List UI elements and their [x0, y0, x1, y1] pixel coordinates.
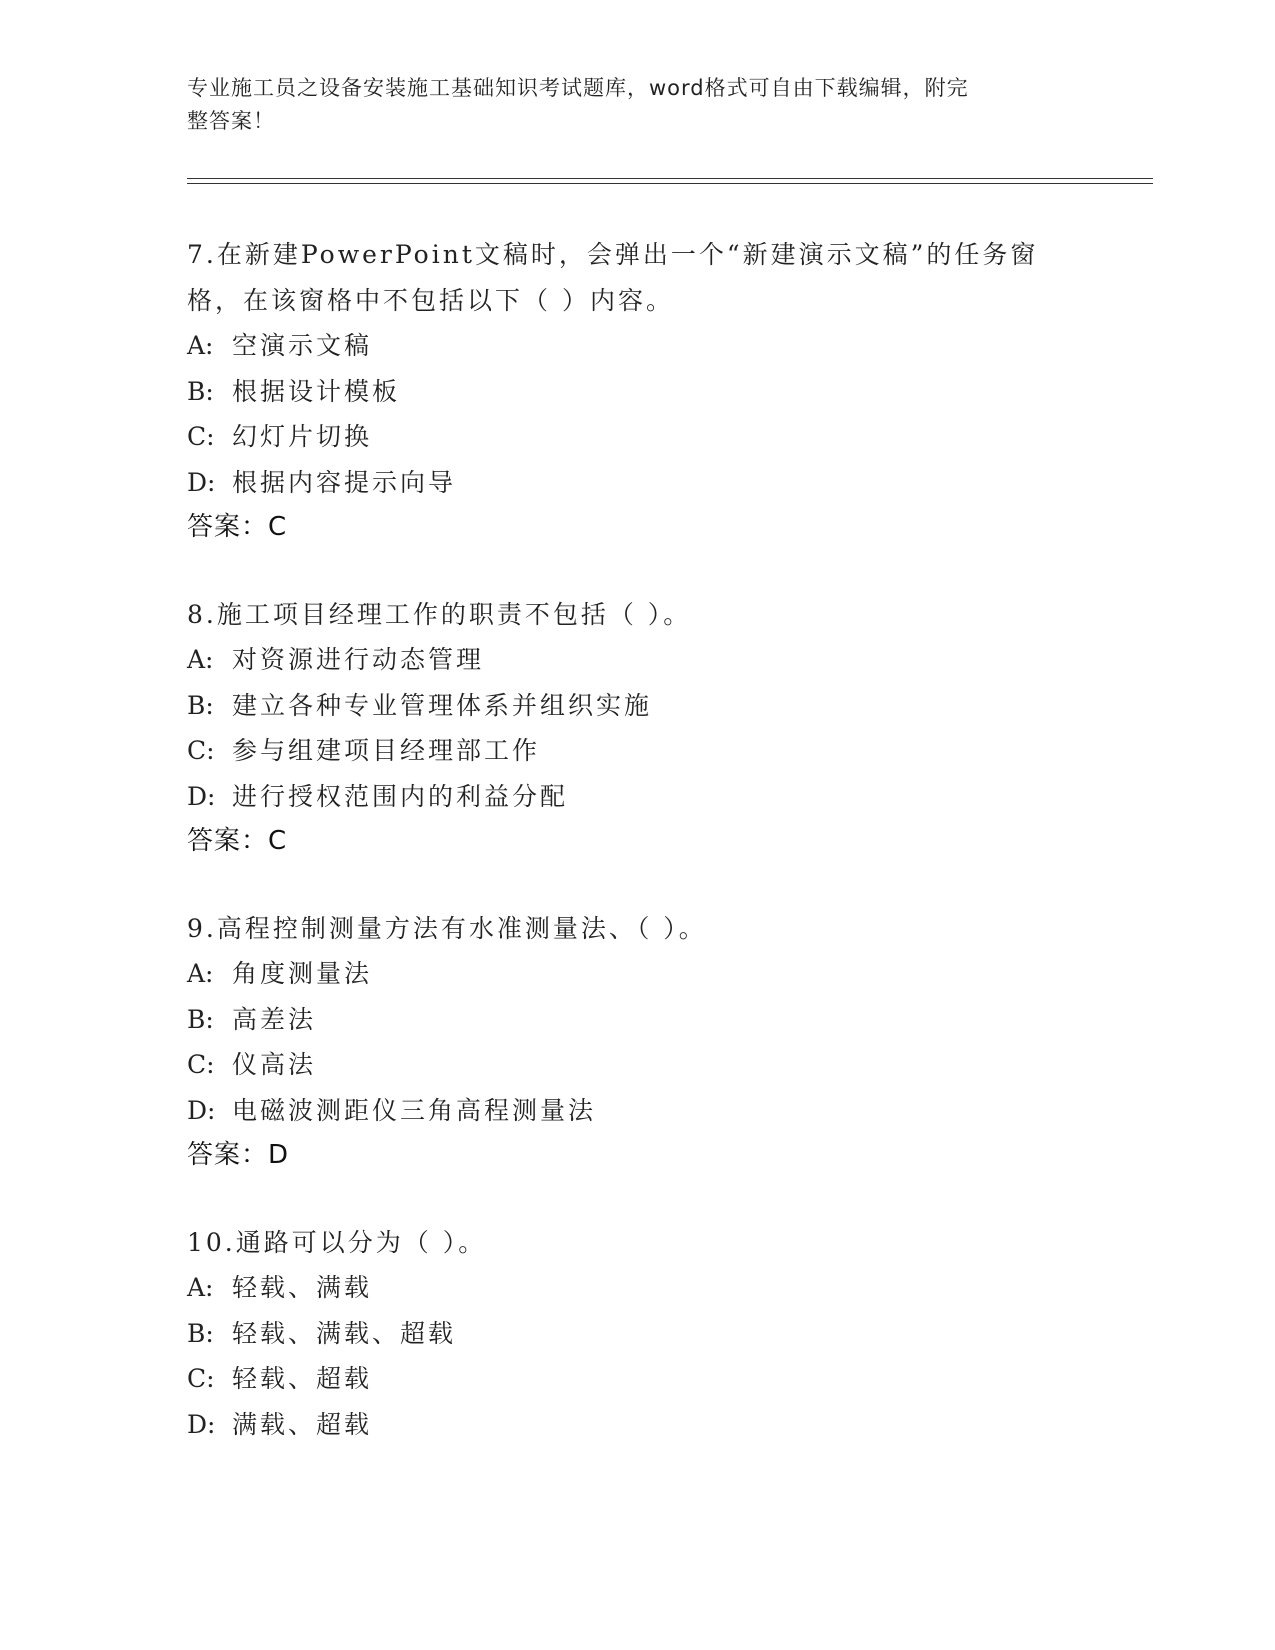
option-a: [187, 951, 1087, 997]
option-b: [187, 683, 1087, 729]
option-letter: C:: [187, 736, 215, 765]
option-letter: B:: [187, 690, 214, 720]
header-line-2: 整答案！: [187, 109, 275, 133]
option-d: [187, 1402, 1087, 1448]
question-stem-line-1: 8.施工项目经理工作的职责不包括（ ）。: [187, 599, 692, 629]
question-7: [187, 232, 1087, 551]
option-letter: A:: [187, 645, 214, 674]
option-text: 幻灯片切换: [232, 422, 373, 451]
option-d: [187, 1088, 1087, 1134]
answer-line: 答案：C: [187, 512, 288, 542]
question-stem-line-1: 7.在新建PowerPoint文稿时，会弹出一个“新建演示文稿”的任务窗: [187, 240, 1039, 269]
option-text: 角度测量法: [232, 959, 373, 988]
question-stem-line-1: 9.高程控制测量方法有水准测量法、（ ）。: [187, 913, 707, 943]
option-text: 满载、超载: [232, 1409, 373, 1439]
option-letter: D:: [187, 1095, 216, 1125]
option-letter: A:: [187, 1273, 214, 1302]
option-a: [187, 637, 1087, 683]
option-text: 参与组建项目经理部工作: [232, 736, 541, 765]
question-list: [187, 232, 1087, 1488]
option-letter: C:: [187, 1364, 215, 1393]
option-d: [187, 774, 1087, 820]
option-c: [187, 414, 1087, 460]
option-letter: D:: [187, 1409, 216, 1439]
option-text: 根据内容提示向导: [232, 467, 457, 497]
option-c: [187, 1356, 1087, 1402]
option-text: 轻载、满载: [232, 1273, 373, 1302]
option-d: [187, 460, 1087, 506]
header-line-1: 专业施工员之设备安装施工基础知识考试题库，word格式可自由下载编辑，附完: [187, 76, 969, 100]
option-text: 高差法: [232, 1004, 317, 1034]
header-rule-top: [187, 178, 1153, 179]
question-stem-line-1: 10.通路可以分为（ ）。: [187, 1227, 487, 1257]
option-c: [187, 728, 1087, 774]
option-letter: B:: [187, 376, 214, 406]
answer-line: 答案：D: [187, 1140, 290, 1170]
option-c: [187, 1042, 1087, 1088]
option-text: 建立各种专业管理体系并组织实施: [232, 690, 653, 720]
option-text: 轻载、满载、超载: [232, 1318, 457, 1348]
option-text: 空演示文稿: [232, 331, 373, 360]
question-stem-line-2: 格，在该窗格中不包括以下（ ）内容。: [187, 285, 674, 315]
option-text: 电磁波测距仪三角高程测量法: [232, 1095, 597, 1125]
option-b: [187, 369, 1087, 415]
option-a: [187, 323, 1087, 369]
question-8: [187, 592, 1087, 865]
document-header: [187, 72, 1067, 138]
question-10: [187, 1220, 1087, 1448]
option-b: [187, 997, 1087, 1043]
option-a: [187, 1265, 1087, 1311]
option-text: 对资源进行动态管理: [232, 645, 485, 674]
option-b: [187, 1311, 1087, 1357]
option-letter: D:: [187, 467, 216, 497]
option-letter: B:: [187, 1318, 214, 1348]
option-letter: C:: [187, 1050, 215, 1079]
option-text: 根据设计模板: [232, 376, 401, 406]
option-text: 进行授权范围内的利益分配: [232, 781, 569, 811]
header-rule-bottom: [187, 183, 1153, 184]
option-letter: C:: [187, 422, 215, 451]
option-text: 仪高法: [232, 1050, 317, 1079]
option-text: 轻载、超载: [232, 1364, 373, 1393]
option-letter: D:: [187, 781, 216, 811]
option-letter: A:: [187, 959, 214, 988]
question-9: [187, 906, 1087, 1179]
option-letter: A:: [187, 331, 214, 360]
option-letter: B:: [187, 1004, 214, 1034]
answer-line: 答案：C: [187, 826, 288, 856]
